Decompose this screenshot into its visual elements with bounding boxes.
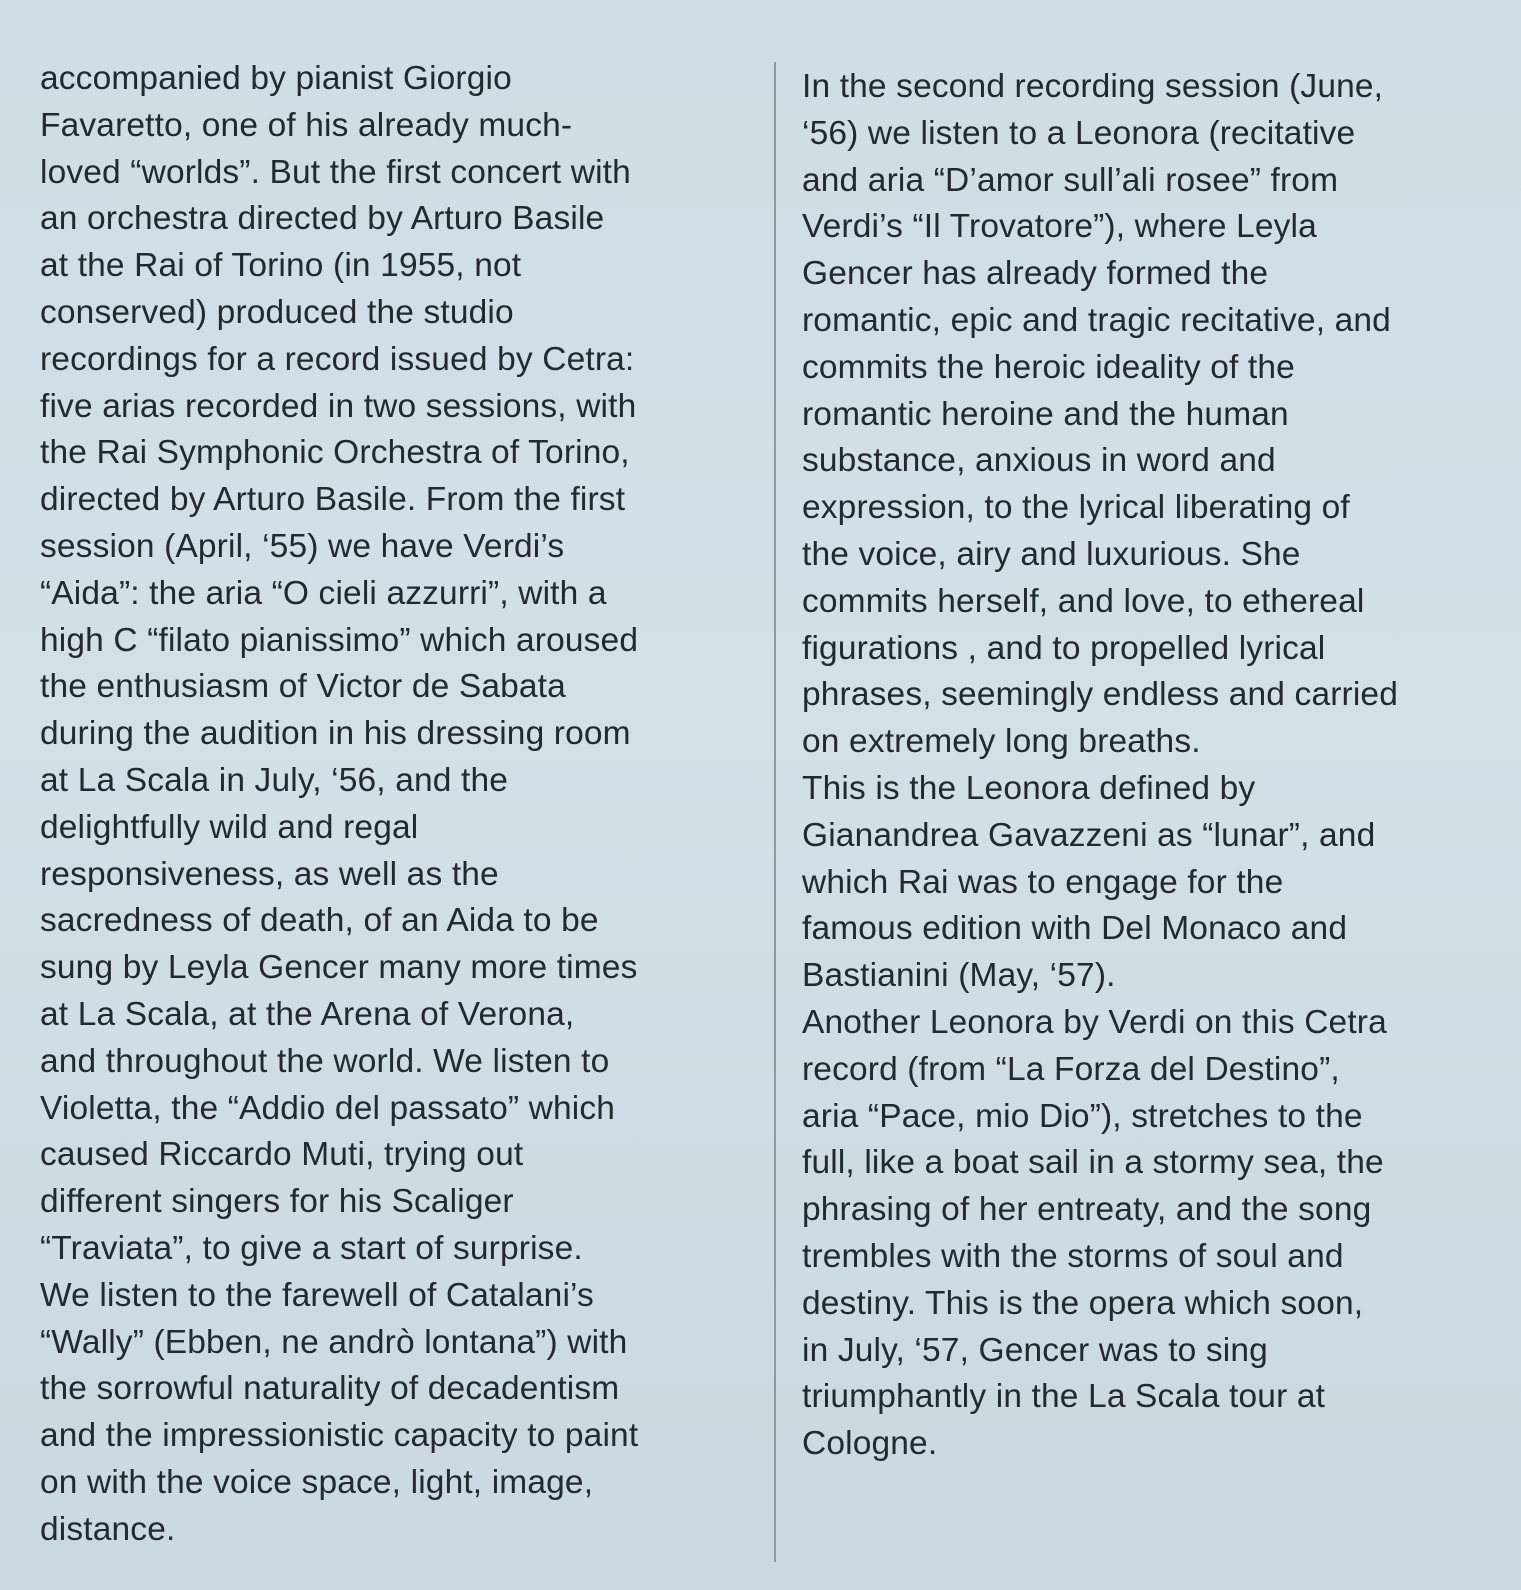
text-line: which Rai was to engage for the (802, 863, 1284, 901)
text-line: commits the heroic ideality of the (802, 348, 1295, 386)
text-line: Verdi’s “Il Trovatore”), where Leyla (802, 208, 1317, 246)
text-line: conserved) produced the studio (40, 293, 514, 331)
text-line: “Wally” (Ebben, ne andrò lontana”) with (40, 1323, 628, 1361)
text-line: directed by Arturo Basile. From the first (40, 481, 626, 519)
text-line: recordings for a record issued by Cetra: (40, 340, 635, 378)
text-line: distance. (40, 1510, 176, 1548)
text-line: sacredness of death, of an Aida to be (40, 902, 599, 940)
text-line: We listen to the farewell of Catalani’s (40, 1276, 594, 1314)
text-line: delightfully wild and regal (40, 808, 419, 846)
text-line: at the Rai of Torino (in 1955, not (40, 247, 522, 285)
text-line: phrases, seemingly endless and carried (802, 676, 1398, 714)
text-line: “Aida”: the aria “O cieli azzurri”, with a (40, 574, 607, 612)
text-line: high C “filato pianissimo” which aroused (40, 621, 639, 659)
text-line: and the impressionistic capacity to paint (40, 1417, 639, 1455)
text-line: This is the Leonora defined by (802, 769, 1256, 807)
text-line: at La Scala in July, ‘56, and the (40, 761, 509, 799)
text-line: responsiveness, as well as the (40, 855, 499, 893)
text-line: the voice, airy and luxurious. She (802, 535, 1301, 573)
text-line: substance, anxious in word and (802, 442, 1276, 480)
left-text-column (40, 56, 750, 1554)
text-line: destiny. This is the opera which soon, (802, 1284, 1364, 1322)
text-line: Another Leonora by Verdi on this Cetra (802, 1003, 1387, 1041)
text-line: session (April, ‘55) we have Verdi’s (40, 527, 565, 565)
text-line: trembles with the storms of soul and (802, 1237, 1344, 1275)
text-line: “Traviata”, to give a start of surprise. (40, 1229, 583, 1267)
text-line: Violetta, the “Addio del passato” which (40, 1089, 616, 1127)
text-line: ‘56) we listen to a Leonora (recitative (802, 114, 1356, 152)
text-line: and aria “D’amor sull’ali rosee” from (802, 161, 1339, 199)
text-line: romantic, epic and tragic recitative, and (802, 301, 1391, 339)
text-line: phrasing of her entreaty, and the song (802, 1191, 1372, 1229)
text-line: sung by Leyla Gencer many more times (40, 949, 638, 987)
text-line: famous edition with Del Monaco and (802, 910, 1348, 948)
column-divider (774, 62, 776, 1562)
text-line: an orchestra directed by Arturo Basile (40, 200, 605, 238)
text-line: and throughout the world. We listen to (40, 1042, 610, 1080)
text-line: romantic heroine and the human (802, 395, 1289, 433)
text-line: Gianandrea Gavazzeni as “lunar”, and (802, 816, 1376, 854)
text-line: triumphantly in the La Scala tour at (802, 1378, 1326, 1416)
text-line: Favaretto, one of his already much- (40, 106, 573, 144)
text-line: figurations , and to propelled lyrical (802, 629, 1326, 667)
text-line: Cologne. (802, 1425, 938, 1463)
text-line: caused Riccardo Muti, trying out (40, 1136, 524, 1174)
text-line: on extremely long breaths. (802, 723, 1201, 761)
text-line: the sorrowful naturality of decadentism (40, 1370, 620, 1408)
text-line: In the second recording session (June, (802, 68, 1384, 105)
text-line: different singers for his Scaliger (40, 1183, 514, 1221)
text-line: expression, to the lyrical liberating of (802, 489, 1350, 527)
text-line: record (from “La Forza del Destino”, (802, 1050, 1340, 1088)
text-line: five arias recorded in two sessions, with (40, 387, 637, 425)
text-line: full, like a boat sail in a stormy sea, the (802, 1144, 1384, 1182)
text-line: the enthusiasm of Victor de Sabata (40, 668, 566, 706)
text-line: during the audition in his dressing room (40, 715, 631, 753)
text-line: Gencer has already formed the (802, 255, 1269, 293)
text-line: the Rai Symphonic Orchestra of Torino, (40, 434, 630, 472)
text-line: at La Scala, at the Arena of Verona, (40, 995, 575, 1033)
text-line: in July, ‘57, Gencer was to sing (802, 1331, 1268, 1369)
text-line: on with the voice space, light, image, (40, 1463, 594, 1501)
text-line: Bastianini (May, ‘57). (802, 957, 1116, 995)
right-text-column (802, 64, 1502, 1468)
text-line: accompanied by pianist Giorgio (40, 60, 512, 97)
text-line: aria “Pace, mio Dio”), stretches to the (802, 1097, 1363, 1135)
text-line: commits herself, and love, to ethereal (802, 582, 1365, 620)
text-line: loved “worlds”. But the first concert with (40, 153, 631, 191)
